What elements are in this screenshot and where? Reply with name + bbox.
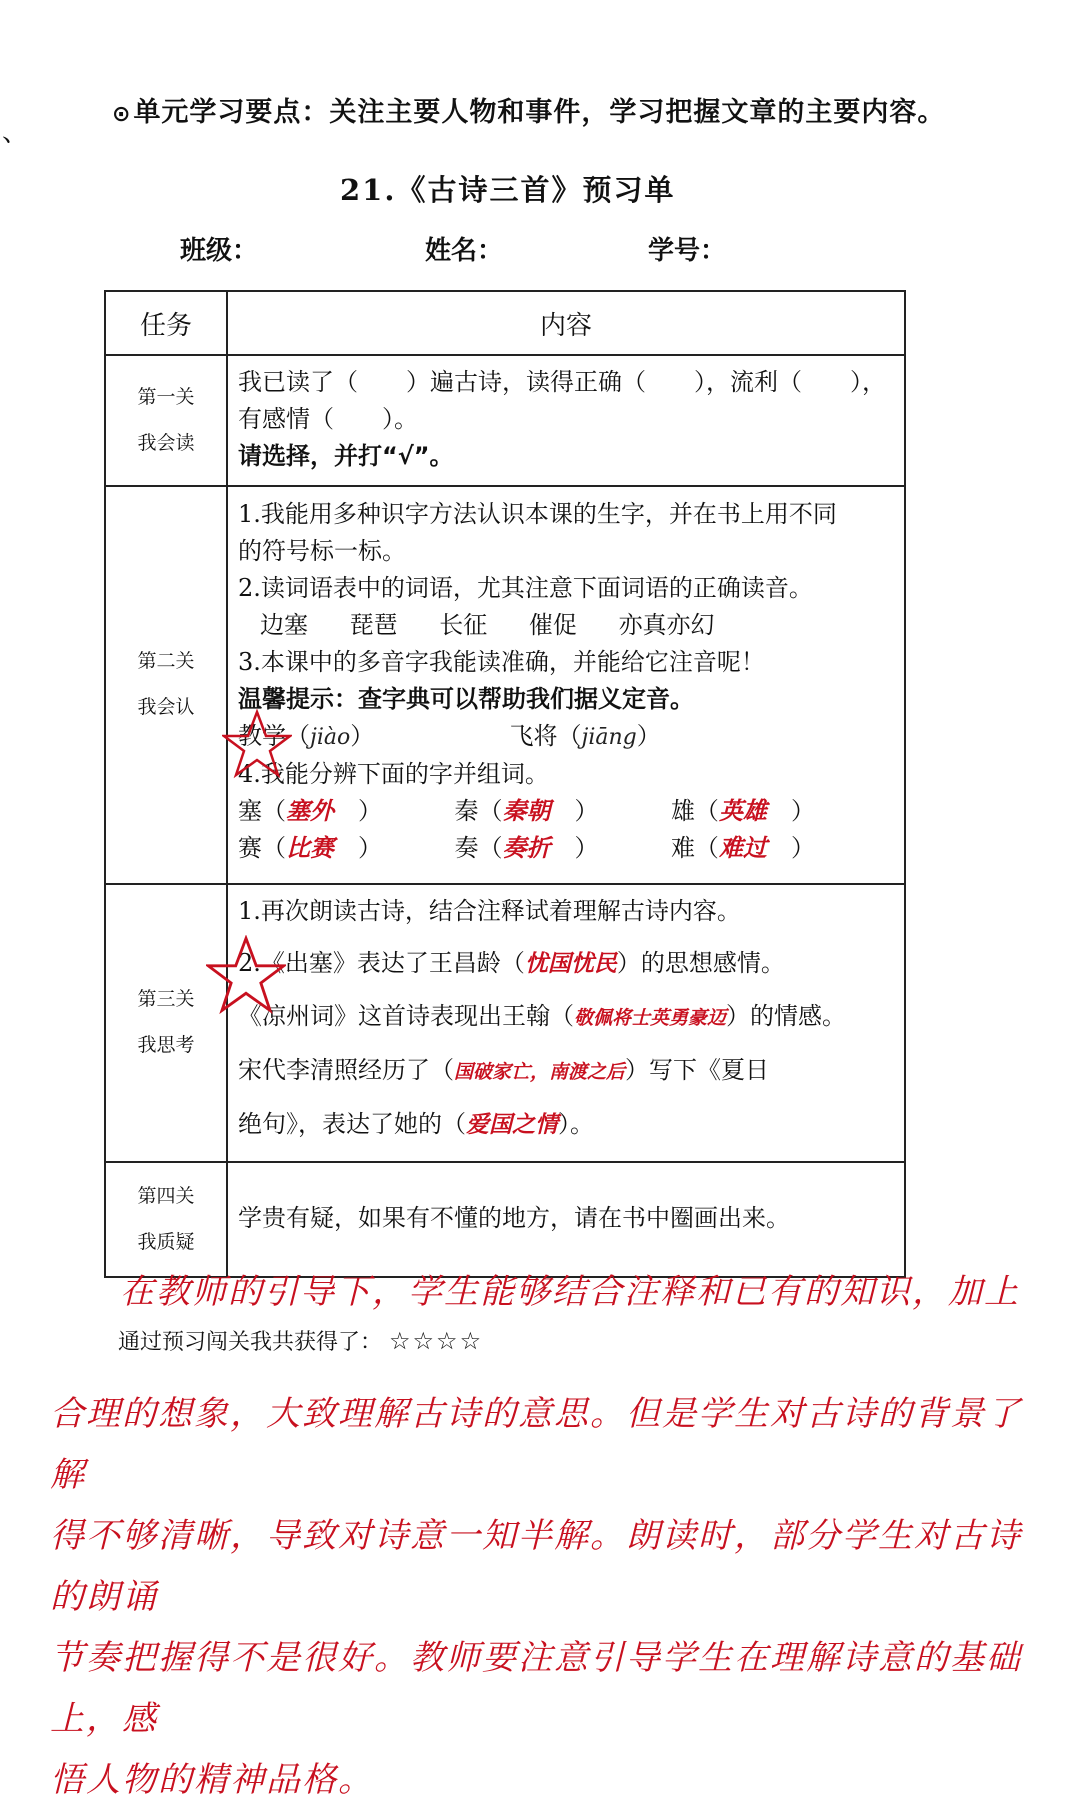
word-item: 催促 bbox=[528, 610, 577, 639]
question-prompt: 学贵有疑，如果有不懂的地方，请在书中圈画出来。 bbox=[238, 1204, 790, 1232]
comment-line: 悟人物的精神品格。 bbox=[50, 1760, 374, 1800]
task-level: 第三关 bbox=[137, 988, 195, 1011]
table-row-level1 bbox=[105, 355, 905, 486]
item-1: 1.再次朗读古诗，结合注释试着理解古诗内容。 bbox=[238, 897, 741, 925]
unit-learning-point bbox=[112, 90, 945, 129]
paren-close: ） bbox=[350, 721, 375, 750]
preview-table bbox=[104, 290, 906, 1278]
content-cell-level1 bbox=[227, 355, 905, 486]
task-name: 我质疑 bbox=[137, 1230, 195, 1253]
word-item: 亦真亦幻 bbox=[618, 610, 715, 639]
word-item: 边塞 bbox=[260, 610, 308, 639]
content-cell-level4 bbox=[227, 1162, 905, 1277]
polyphone-line bbox=[238, 718, 894, 756]
name-label: 姓名： bbox=[425, 236, 504, 266]
item-1b: 的符号标一标。 bbox=[238, 536, 406, 565]
handwritten-answer: 比赛 bbox=[286, 833, 334, 862]
read-emotion-line: 有感情（ ）。 bbox=[238, 405, 418, 433]
handwritten-answer: 敬佩将士英勇豪迈 bbox=[574, 1007, 727, 1029]
task-cell-level1 bbox=[105, 355, 227, 486]
student-id-label: 学号： bbox=[648, 236, 727, 266]
comment-line: 合理的想象，大致理解古诗的意思。但是学生对古诗的背景了解 bbox=[50, 1394, 1022, 1495]
char-pairs-row2 bbox=[238, 830, 894, 867]
comment-line: 得不够清晰，导致对诗意一知半解。朗读时，部分学生对古诗的朗诵 bbox=[50, 1516, 1022, 1617]
unit-point-text: 单元学习要点：关注主要人物和事件，学习把握文章的主要内容。 bbox=[133, 97, 946, 128]
word-list bbox=[238, 607, 894, 644]
table-row-level4 bbox=[105, 1162, 905, 1277]
task-cell-level3 bbox=[105, 884, 227, 1162]
item-4: 4.我能分辨下面的字并组词。 bbox=[238, 759, 549, 788]
header-task: 任务 bbox=[105, 291, 227, 355]
table-row-level3 bbox=[105, 884, 905, 1162]
task-name: 我思考 bbox=[137, 1034, 195, 1056]
item-2c: 《凉州词》这首诗表现出王翰（敬佩将士英勇豪迈）的情感。 bbox=[238, 1002, 847, 1030]
handwritten-answer: 爱国之情 bbox=[466, 1112, 558, 1138]
item-2d: 宋代李清照经历了（国破家亡，南渡之后）写下《夏日 bbox=[238, 1056, 770, 1084]
read-count-line: 我已读了（ ）遍古诗，读得正确（ ），流利（ ）， bbox=[238, 368, 886, 396]
item-3: 3.本课中的多音字我能读准确，并能给它注音呢！ bbox=[238, 647, 765, 676]
word-item: 长征 bbox=[439, 610, 488, 639]
pair-item: 赛（比赛 ） bbox=[238, 833, 382, 862]
content-cell-level3 bbox=[227, 884, 905, 1162]
instruction-line: 请选择，并打“√”。 bbox=[238, 442, 454, 470]
pair-item: 难（难过 ） bbox=[670, 833, 815, 862]
handwritten-answer: 英雄 bbox=[718, 796, 767, 825]
margin-mark: 、 bbox=[2, 118, 29, 148]
pair-item: 塞（塞外 ） bbox=[238, 796, 382, 825]
item-2: 2.《出塞》表达了王昌龄（忧国忧民）的思想感情。 bbox=[238, 949, 785, 977]
task-level: 第四关 bbox=[137, 1184, 195, 1207]
class-label: 班级： bbox=[180, 236, 259, 266]
item-1a: 1.我能用多种识字方法认识本课的生字，并在书上用不同 bbox=[238, 499, 837, 528]
char-pairs-row1 bbox=[238, 793, 894, 830]
bullet-icon: ⊙ bbox=[112, 102, 132, 127]
comment-line: 在教师的引导下，学生能够结合注释和已有的知识，加上 bbox=[120, 1272, 1020, 1312]
pair-item: 雄（英雄 ） bbox=[670, 796, 815, 825]
gain-label: 通过预习闯关我共获得了： bbox=[118, 1330, 383, 1355]
word-item: 琵琶 bbox=[349, 610, 398, 639]
teacher-comment bbox=[50, 1262, 1040, 1811]
table-row-level2 bbox=[105, 486, 905, 884]
handwritten-answer: 奏折 bbox=[502, 833, 551, 862]
pair-item: 秦（秦朝 ） bbox=[454, 796, 599, 825]
task-level: 第二关 bbox=[137, 650, 195, 673]
item-2e: 绝句》，表达了她的（爱国之情）。 bbox=[238, 1110, 594, 1138]
task-cell-level2 bbox=[105, 486, 227, 884]
header-content: 内容 bbox=[227, 291, 905, 355]
star-rating-icon: ☆☆☆☆ bbox=[389, 1327, 484, 1355]
pinyin-answer: jiào bbox=[310, 724, 351, 750]
content-cell-level2 bbox=[227, 486, 905, 884]
task-level: 第一关 bbox=[137, 385, 195, 408]
handwritten-answer: 难过 bbox=[718, 833, 767, 862]
task-name: 我会认 bbox=[137, 696, 195, 718]
polyphone-1: 教学（ bbox=[238, 721, 310, 750]
tip-line: 温馨提示：查字典可以帮助我们据义定音。 bbox=[238, 684, 694, 713]
task-cell-level4 bbox=[105, 1162, 227, 1277]
handwritten-answer: 秦朝 bbox=[502, 796, 551, 825]
pinyin-answer: jiāng bbox=[581, 724, 637, 750]
item-2: 2.读词语表中的词语，尤其注意下面词语的正确读音。 bbox=[238, 573, 813, 602]
comment-line: 节奏把握得不是很好。教师要注意引导学生在理解诗意的基础上，感 bbox=[50, 1638, 1022, 1739]
page-title: 21.《古诗三首》预习单 bbox=[340, 173, 676, 207]
pair-item: 奏（奏折 ） bbox=[454, 833, 599, 862]
paren-close: ） bbox=[636, 721, 661, 750]
handwritten-answer: 塞外 bbox=[286, 796, 334, 825]
handwritten-answer: 忧国忧民 bbox=[524, 951, 617, 977]
table-header-row bbox=[105, 291, 905, 355]
handwritten-answer: 国破家亡，南渡之后 bbox=[454, 1061, 626, 1083]
polyphone-2: 飞将（ bbox=[509, 721, 582, 750]
task-name: 我会读 bbox=[137, 431, 195, 454]
